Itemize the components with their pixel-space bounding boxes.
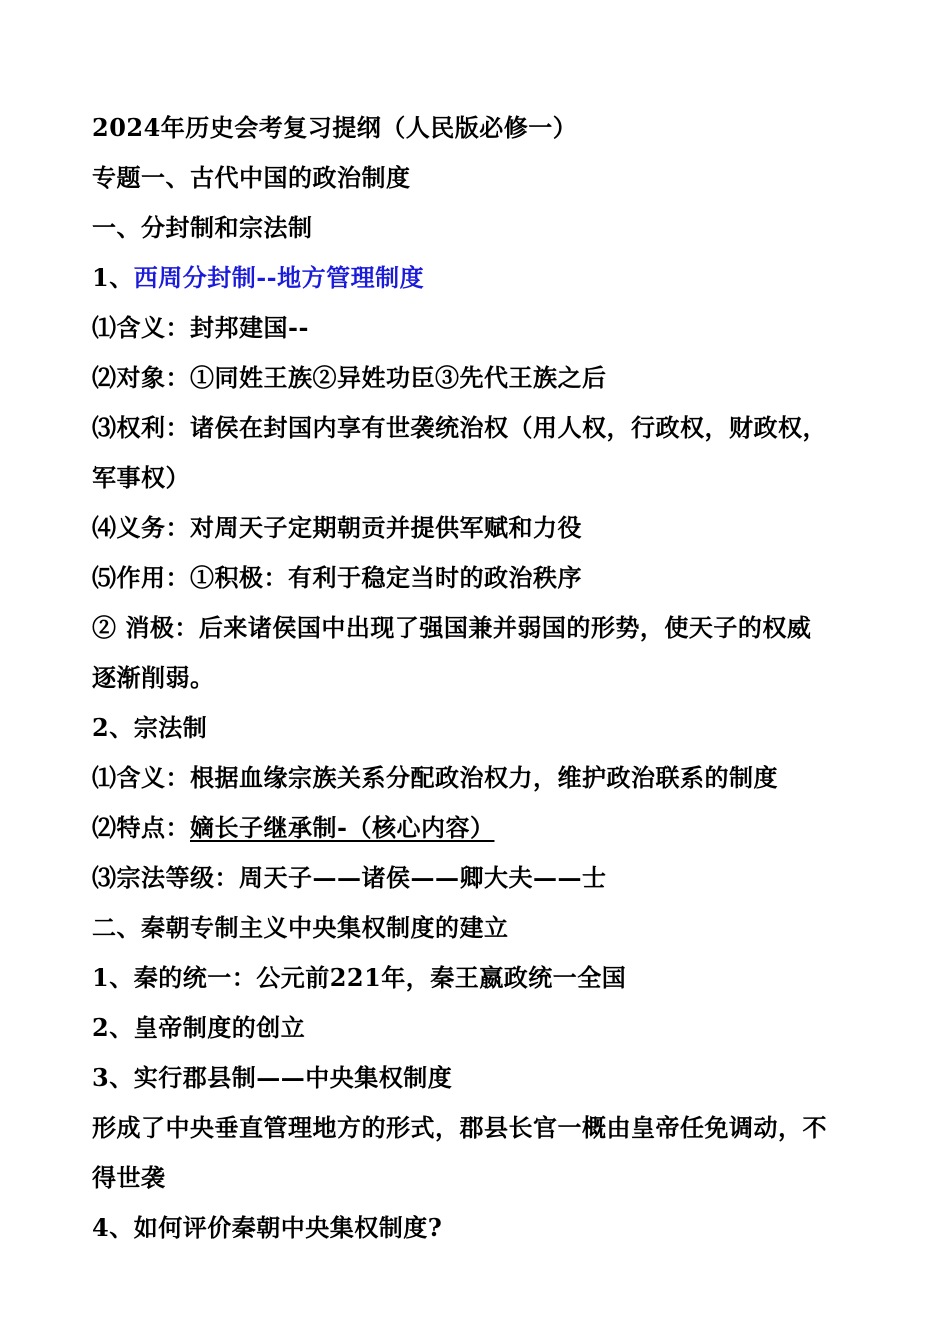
fenfeng-duties: ⑷义务：对周天子定期朝贡并提供军赋和力役 bbox=[92, 513, 582, 542]
fenfeng-negative-cont: 逐渐削弱。 bbox=[92, 663, 215, 692]
fenfeng-meaning: ⑴含义：封邦建国-- bbox=[92, 313, 309, 342]
fenfeng-rights-cont: 军事权） bbox=[92, 463, 190, 492]
subsection-number: 1、 bbox=[92, 263, 134, 292]
qin-emperor-system: 2、皇帝制度的创立 bbox=[92, 1013, 306, 1042]
fenfeng-negative: ② 消极：后来诸侯国中出现了强国兼并弱国的形势，使天子的权威 bbox=[92, 613, 812, 642]
qin-commandery-desc: 形成了中央垂直管理地方的形式，郡县长官一概由皇帝任免调动，不 bbox=[92, 1113, 827, 1142]
document-title: 2024年历史会考复习提纲（人民版必修一） bbox=[92, 113, 578, 142]
fenfeng-effect: ⑸作用：①积极：有利于稳定当时的政治秩序 bbox=[92, 563, 582, 592]
qin-evaluation-question: 4、如何评价秦朝中央集权制度? bbox=[92, 1213, 443, 1242]
zongfa-feature bbox=[92, 803, 892, 853]
zongfa-feature-underlined: 嫡长子继承制-（核心内容） bbox=[190, 813, 495, 842]
zongfa-hierarchy: ⑶宗法等级：周天子——诸侯——卿大夫——士 bbox=[92, 863, 607, 892]
fenfeng-rights: ⑶权利：诸侯在封国内享有世袭统治权（用人权，行政权，财政权， bbox=[92, 413, 827, 442]
section-heading-2: 二、秦朝专制主义中央集权制度的建立 bbox=[92, 913, 509, 942]
zongfa-feature-label: ⑵特点： bbox=[92, 813, 190, 842]
subsection-heading-fenfeng bbox=[92, 253, 892, 303]
topic-heading: 专题一、古代中国的政治制度 bbox=[92, 163, 411, 192]
subsection-title-fenfeng: 西周分封制--地方管理制度 bbox=[133, 263, 425, 292]
section-heading-1: 一、分封制和宗法制 bbox=[92, 213, 313, 242]
qin-commandery-desc-cont: 得世袭 bbox=[92, 1163, 166, 1192]
fenfeng-objects: ⑵对象：①同姓王族②异姓功臣③先代王族之后 bbox=[92, 363, 607, 392]
zongfa-meaning: ⑴含义：根据血缘宗族关系分配政治权力，维护政治联系的制度 bbox=[92, 763, 778, 792]
qin-unification: 1、秦的统一：公元前221年，秦王嬴政统一全国 bbox=[92, 963, 627, 992]
document-page bbox=[92, 103, 892, 1253]
qin-commandery-system: 3、实行郡县制——中央集权制度 bbox=[92, 1063, 453, 1092]
subsection-heading-zongfa: 2、宗法制 bbox=[92, 713, 208, 742]
